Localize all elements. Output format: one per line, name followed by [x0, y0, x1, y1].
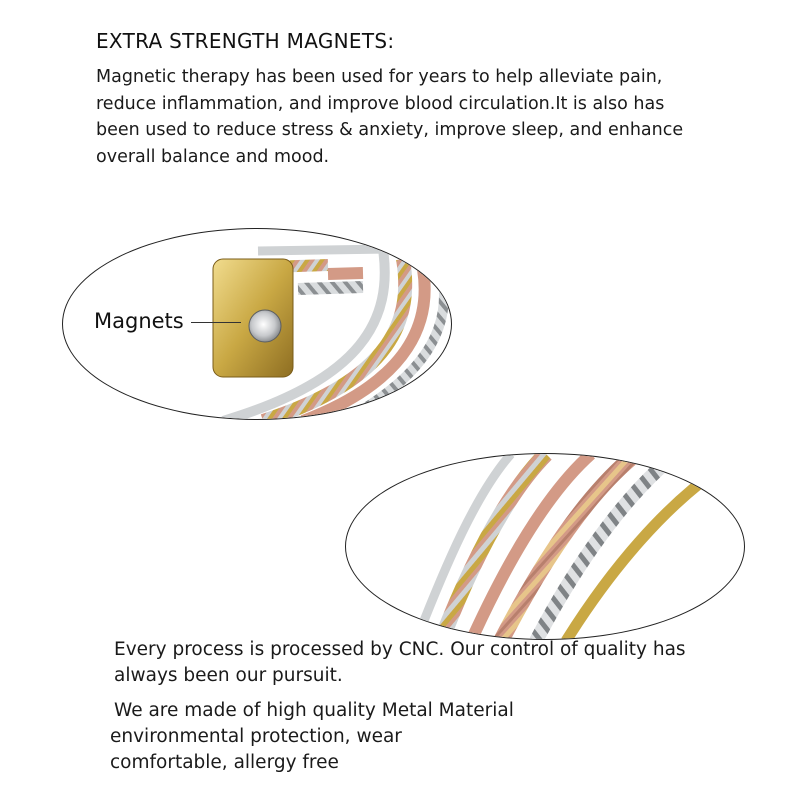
- band-closeup: [345, 453, 745, 640]
- intro-paragraph: [96, 64, 786, 170]
- material-line: comfortable, allergy free: [110, 752, 339, 773]
- magnets-label: Magnets: [94, 309, 184, 333]
- material-paragraph: [110, 698, 514, 776]
- intro-line: reduce inflammation, and improve blood circulation.It is also has: [96, 93, 665, 114]
- process-line: Every process is processed by CNC. Our control of quality has: [114, 639, 686, 660]
- intro-line: Magnetic therapy has been used for years to help alleviate pain,: [96, 67, 663, 87]
- material-line: We are made of high quality Metal Material: [114, 700, 514, 721]
- intro-line: overall balance and mood.: [96, 146, 330, 167]
- magnets-pointer-line: [191, 322, 241, 323]
- material-line: environmental protection, wear: [110, 726, 402, 747]
- process-paragraph: [114, 637, 686, 689]
- band-closeup-image: [346, 454, 745, 640]
- intro-line: been used to reduce stress & anxiety, improve sleep, and enhance: [96, 120, 684, 140]
- process-line: always been our pursuit.: [114, 665, 343, 686]
- page-heading: EXTRA STRENGTH MAGNETS:: [96, 29, 395, 53]
